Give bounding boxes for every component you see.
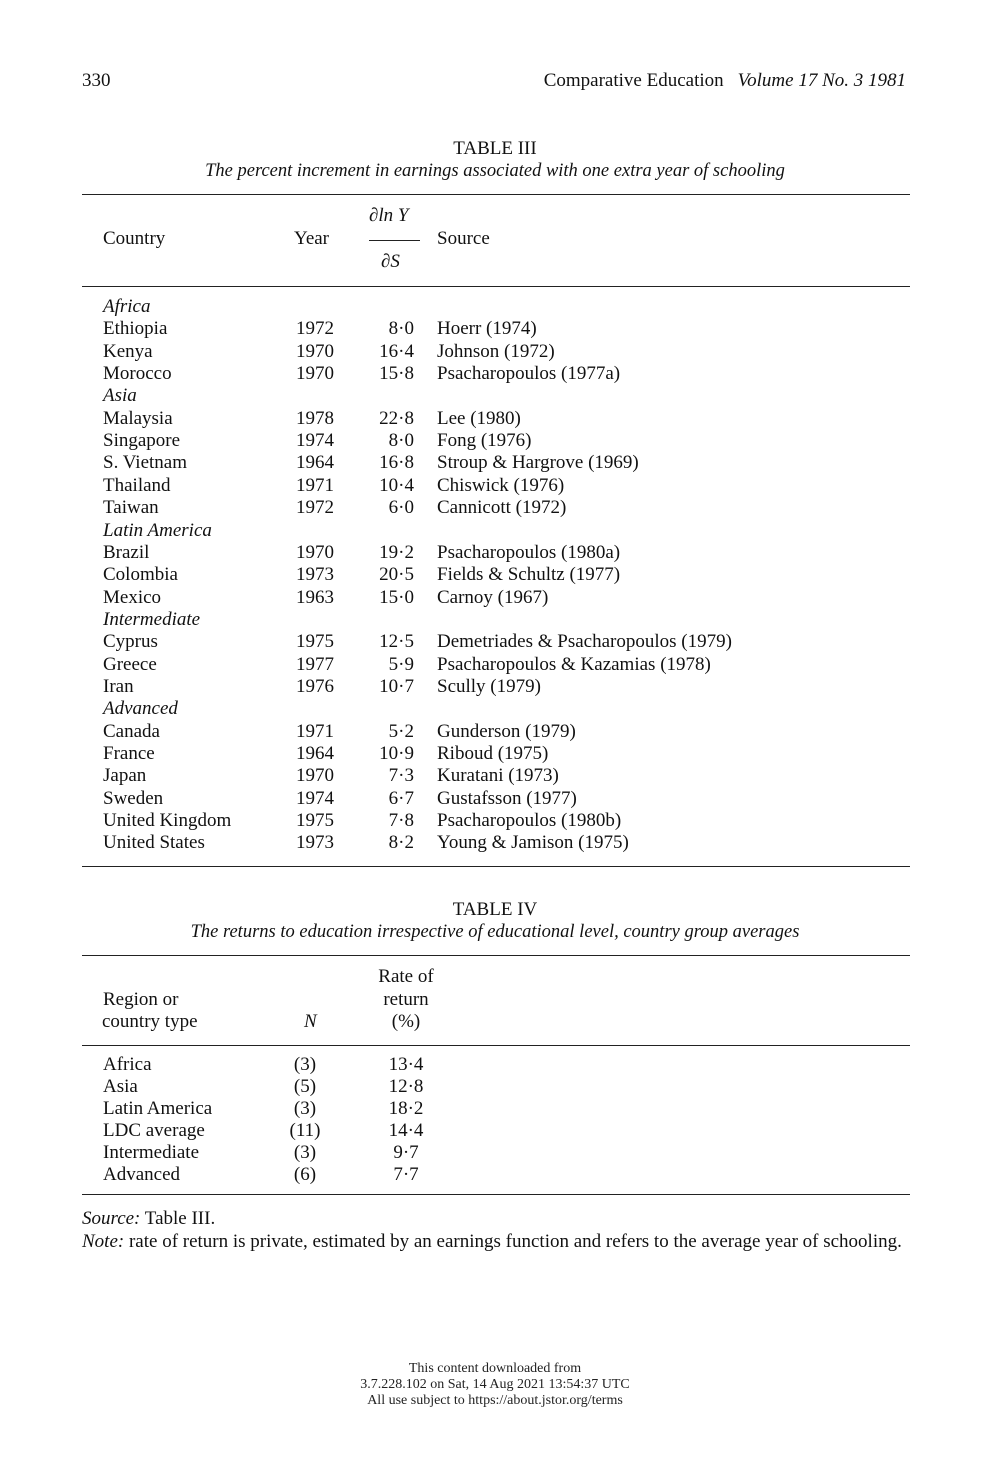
- table-row: [0, 564, 990, 586]
- table-row: [0, 542, 990, 564]
- year-cell: 1964: [296, 743, 334, 764]
- increment-cell: 22·8: [379, 407, 414, 429]
- year-cell: 1970: [296, 363, 334, 385]
- volume-info: Volume 17 No. 3 1981: [737, 70, 906, 91]
- source-cell: Gustafsson (1977): [437, 787, 577, 809]
- rate-cell: 7·7: [393, 1164, 419, 1185]
- source-cell: Carnoy (1967): [437, 586, 549, 608]
- year-cell: 1972: [296, 497, 334, 519]
- count-cell: (3): [293, 1054, 317, 1075]
- table-3-title: TABLE III: [453, 138, 537, 159]
- table-row: [0, 788, 990, 810]
- source-cell: Scully (1979): [437, 675, 541, 697]
- year-cell: 1973: [296, 564, 334, 586]
- country-cell: Greece: [103, 653, 157, 675]
- count-cell: (3): [293, 1098, 317, 1119]
- country-cell: Malaysia: [103, 407, 173, 429]
- group-heading: Advanced: [103, 698, 178, 720]
- year-cell: 1970: [296, 541, 334, 563]
- country-cell: Thailand: [103, 474, 171, 496]
- country-cell: Canada: [103, 720, 160, 742]
- group-heading: Africa: [103, 296, 151, 317]
- table-row: [0, 318, 990, 340]
- year-cell: 1978: [296, 407, 334, 429]
- table-row: [0, 631, 990, 653]
- source-cell: Gunderson (1979): [437, 720, 576, 742]
- country-cell: Taiwan: [103, 497, 159, 519]
- col-header-region-1: Region or: [103, 989, 179, 1010]
- table-row: [0, 430, 990, 452]
- increment-cell: 20·5: [379, 564, 414, 586]
- note-label: Note:: [82, 1231, 125, 1252]
- country-cell: Morocco: [103, 363, 172, 385]
- table-row: [0, 810, 990, 832]
- source-cell: Psacharopoulos (1977a): [437, 363, 621, 385]
- region-cell: Advanced: [103, 1164, 181, 1185]
- increment-cell: 10·9: [379, 743, 414, 764]
- count-cell: (11): [289, 1120, 321, 1141]
- country-cell: Cyprus: [103, 631, 158, 653]
- table-row: [0, 363, 990, 385]
- region-cell: LDC average: [103, 1120, 205, 1141]
- country-cell: United Kingdom: [103, 810, 232, 832]
- table-row: [0, 743, 990, 765]
- download-footer: [0, 1361, 990, 1409]
- year-cell: 1971: [296, 720, 334, 742]
- source-cell: Kuratani (1973): [437, 765, 559, 787]
- country-cell: United States: [103, 832, 205, 854]
- table-row: [0, 587, 990, 609]
- table-row: [0, 832, 990, 854]
- increment-cell: 16·4: [379, 340, 414, 362]
- col-header-region-2: country type: [102, 1011, 198, 1032]
- rate-cell: 18·2: [388, 1098, 424, 1119]
- increment-cell: 16·8: [379, 452, 414, 474]
- year-cell: 1975: [296, 810, 334, 832]
- table-4-header-rule: [82, 1045, 910, 1046]
- increment-cell: 12·5: [379, 631, 414, 653]
- year-cell: 1975: [296, 631, 334, 653]
- source-cell: Demetriades & Psacharopoulos (1979): [437, 631, 732, 653]
- increment-cell: 7·3: [388, 765, 414, 787]
- year-cell: 1971: [296, 474, 334, 496]
- increment-cell: 15·8: [379, 363, 414, 385]
- col-header-rate-1: Rate of: [378, 966, 434, 987]
- col-header-denominator: ∂S: [381, 251, 400, 272]
- group-heading-row: [0, 698, 990, 720]
- table-row: [0, 1120, 990, 1142]
- col-header-rate-2: return: [383, 989, 429, 1010]
- table-row: [0, 654, 990, 676]
- table-row: [0, 475, 990, 497]
- country-cell: S. Vietnam: [103, 452, 188, 474]
- year-cell: 1973: [296, 832, 334, 854]
- country-cell: Kenya: [103, 340, 153, 362]
- rate-cell: 9·7: [393, 1142, 419, 1163]
- table-row: [0, 721, 990, 743]
- increment-cell: 6·7: [388, 787, 414, 809]
- source-cell: Young & Jamison (1975): [437, 832, 629, 854]
- col-header-numerator: ∂ln Y: [369, 205, 409, 226]
- source-cell: Fong (1976): [437, 430, 532, 452]
- journal-name: Comparative Education: [543, 70, 724, 91]
- source-cell: Lee (1980): [437, 407, 521, 429]
- source-cell: Johnson (1972): [437, 340, 555, 362]
- group-heading-row: [0, 609, 990, 631]
- source-cell: Riboud (1975): [437, 743, 549, 764]
- country-cell: Japan: [103, 765, 147, 787]
- table-row: [0, 341, 990, 363]
- increment-cell: 7·8: [388, 810, 414, 832]
- table-3-top-rule: [82, 194, 910, 195]
- year-cell: 1970: [296, 340, 334, 362]
- col-header-year: Year: [294, 228, 330, 249]
- country-cell: France: [103, 743, 155, 764]
- year-cell: 1970: [296, 765, 334, 787]
- count-cell: (3): [293, 1142, 317, 1163]
- country-cell: Iran: [103, 675, 134, 697]
- rate-cell: 13·4: [388, 1054, 424, 1075]
- col-header-country: Country: [103, 228, 166, 249]
- col-header-source: Source: [437, 228, 490, 249]
- rate-cell: 12·8: [388, 1076, 424, 1097]
- rate-cell: 14·4: [388, 1120, 424, 1141]
- group-heading-row: [0, 385, 990, 407]
- footer-line-2: 3.7.228.102 on Sat, 14 Aug 2021 13:54:37 UTC: [360, 1377, 630, 1392]
- country-cell: Mexico: [103, 586, 162, 608]
- col-header-n: N: [304, 1011, 317, 1032]
- source-cell: Fields & Schultz (1977): [437, 564, 621, 586]
- count-cell: (6): [293, 1164, 317, 1185]
- table-row: [0, 1054, 990, 1076]
- count-cell: (5): [293, 1076, 317, 1097]
- table-row: [0, 408, 990, 430]
- table-row: [0, 1076, 990, 1098]
- source-cell: Chiswick (1976): [437, 474, 565, 496]
- group-heading: Asia: [103, 385, 137, 407]
- table-row: [0, 452, 990, 474]
- source-cell: Stroup & Hargrove (1969): [437, 452, 639, 474]
- increment-cell: 8·0: [388, 430, 414, 452]
- table-row: [0, 497, 990, 519]
- table-row: [0, 765, 990, 787]
- footer-line-1: This content downloaded from: [408, 1361, 582, 1376]
- year-cell: 1964: [296, 452, 334, 474]
- table-row: [0, 676, 990, 698]
- increment-cell: 19·2: [379, 541, 414, 563]
- table-3-header-rule: [82, 286, 910, 287]
- table-source-note: [82, 1207, 912, 1253]
- table-row: [0, 1098, 990, 1120]
- country-cell: Sweden: [103, 787, 164, 809]
- region-cell: Latin America: [103, 1098, 213, 1119]
- group-heading: Intermediate: [103, 608, 201, 630]
- group-heading-row: [0, 296, 990, 318]
- year-cell: 1976: [296, 675, 334, 697]
- increment-cell: 5·9: [388, 653, 414, 675]
- table-4-caption: The returns to education irrespective of educational level, country group averages: [190, 922, 800, 942]
- table-4-title: TABLE IV: [452, 899, 538, 920]
- increment-cell: 15·0: [379, 586, 414, 608]
- country-cell: Singapore: [103, 430, 181, 452]
- page-number: 330: [82, 70, 111, 91]
- increment-cell: 5·2: [388, 720, 414, 742]
- note-text: rate of return is private, estimated by an earnings function and refers to the average year of schooling.: [124, 1231, 902, 1252]
- country-cell: Colombia: [103, 564, 178, 586]
- source-cell: Cannicott (1972): [437, 497, 567, 519]
- increment-cell: 10·4: [379, 474, 414, 496]
- footer-line-3: All use subject to https://about.jstor.org/terms: [367, 1393, 623, 1408]
- table-row: [0, 1164, 990, 1186]
- increment-cell: 6·0: [388, 497, 414, 519]
- table-3-caption: The percent increment in earnings associated with one extra year of schooling: [205, 161, 785, 181]
- region-cell: Asia: [103, 1076, 138, 1097]
- region-cell: Africa: [103, 1054, 152, 1075]
- source-cell: Hoerr (1974): [437, 318, 537, 340]
- group-heading-row: [0, 520, 990, 542]
- year-cell: 1963: [296, 586, 334, 608]
- country-cell: Brazil: [103, 541, 150, 563]
- increment-cell: 8·0: [388, 318, 414, 340]
- source-cell: Psacharopoulos (1980a): [437, 541, 621, 563]
- table-4-top-rule: [82, 955, 910, 956]
- source-cell: Psacharopoulos (1980b): [437, 810, 622, 832]
- year-cell: 1972: [296, 318, 334, 340]
- running-head: [544, 70, 906, 92]
- table-3-bottom-rule: [82, 866, 910, 867]
- increment-cell: 8·2: [388, 832, 414, 854]
- source-label: Source:: [82, 1208, 141, 1229]
- increment-cell: 10·7: [379, 675, 414, 697]
- country-cell: Ethiopia: [103, 318, 168, 340]
- region-cell: Intermediate: [103, 1142, 200, 1163]
- source-cell: Psacharopoulos & Kazamias (1978): [437, 653, 711, 675]
- fraction-bar: [369, 240, 420, 241]
- group-heading: Latin America: [103, 519, 212, 541]
- source-text: Table III.: [140, 1208, 216, 1229]
- year-cell: 1974: [296, 430, 334, 452]
- table-4-bottom-rule: [82, 1194, 910, 1195]
- table-row: [0, 1142, 990, 1164]
- year-cell: 1977: [296, 653, 334, 675]
- col-header-rate-3: (%): [391, 1011, 421, 1032]
- year-cell: 1974: [296, 787, 334, 809]
